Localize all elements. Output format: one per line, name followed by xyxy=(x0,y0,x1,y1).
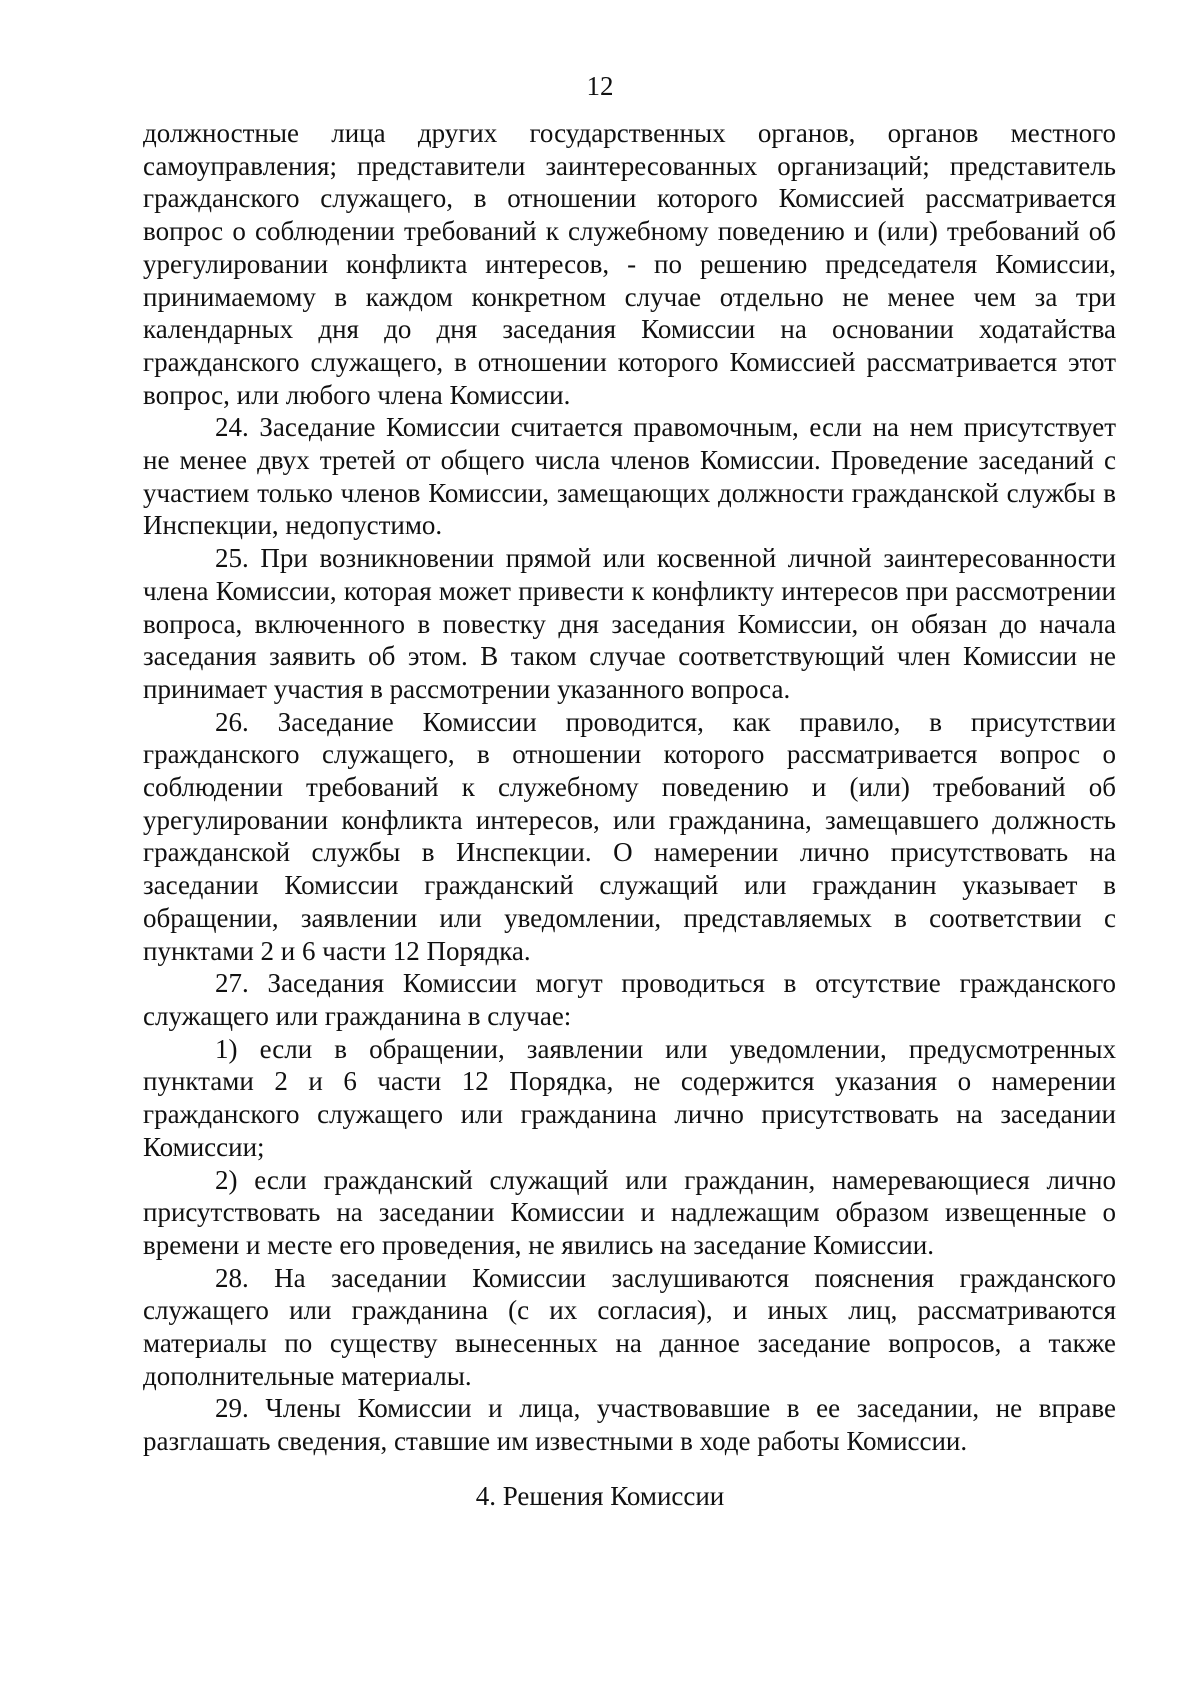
paragraph-29: 29. Члены Комиссии и лица, участвовавшие в ее заседании, не вправе разглашать сведения, ставшие им известными в ходе работы Комиссии. xyxy=(143,1393,1116,1457)
paragraph-26: 26. Заседание Комиссии проводится, как правило, в присутствии гражданского служащего, в отношении которого рассматривается вопрос о соблюдении требований к служебному поведению и (или) требований об урегулировании конфликта интересов, или гражданина, замещавшего должность гражданской службы в Инспекции. О намерении лично присутствовать на заседании Комиссии гражданский служащий или гражданин указывает в обращении, заявлении или уведомлении, представляемых в соответствии с пунктами 2 и 6 части 12 Порядка. xyxy=(143,706,1116,966)
paragraph-24: 24. Заседание Комиссии считается правомочным, если на нем присутствует не менее двух третей от общего числа членов Комиссии. Проведение заседаний с участием только членов Комиссии, замещающих должности гражданской службы в Инспекции, недопустимо. xyxy=(143,412,1116,541)
paragraph-28: 28. На заседании Комиссии заслушиваются пояснения гражданского служащего или гражданина (с их согласия), и иных лиц, рассматриваются материалы по существу вынесенных на данное заседание вопросов, а также дополнительные материалы. xyxy=(143,1262,1116,1391)
paragraph-27-item-2: 2) если гражданский служащий или гражданин, намеревающиеся лично присутствовать на заседании Комиссии и надлежащим образом извещенные о времени и месте его проведения, не явились на заседание Комиссии. xyxy=(143,1164,1116,1260)
page-number: 12 xyxy=(586,71,614,101)
paragraph-25: 25. При возникновении прямой или косвенной личной заинтересованности члена Комиссии, которая может привести к конфликту интересов при рассмотрении вопроса, включенного в повестку дня заседания Комиссии, он обязан до начала заседания заявить об этом. В таком случае соответствующий член Комиссии не принимает участия в рассмотрении указанного вопроса. xyxy=(143,543,1116,704)
paragraph-27: 27. Заседания Комиссии могут проводиться в отсутствие гражданского служащего или гражданина в случае: xyxy=(143,968,1116,1031)
paragraph-27-item-1: 1) если в обращении, заявлении или уведомлении, предусмотренных пунктами 2 и 6 части 12 Порядка, не содержится указания о намерении гражданского служащего или гражданина лично присутствовать на заседании Комиссии; xyxy=(143,1033,1116,1162)
document-body xyxy=(143,117,1116,1458)
paragraph-continuation: должностные лица других государственных органов, органов местного самоуправления; представители заинтересованных организаций; представитель гражданского служащего, в отношении которого Комиссией рассматривается вопрос о соблюдении требований к служебному поведению и (или) требований об урегулировании конфликта интересов, - по решению председателя Комиссии, принимаемому в каждом конкретном случае отдельно не менее чем за три календарных дня до дня заседания Комиссии на основании ходатайства гражданского служащего, в отношении которого Комиссией рассматривается этот вопрос, или любого члена Комиссии. xyxy=(143,118,1116,410)
section-heading: 4. Решения Комиссии xyxy=(475,1481,725,1511)
